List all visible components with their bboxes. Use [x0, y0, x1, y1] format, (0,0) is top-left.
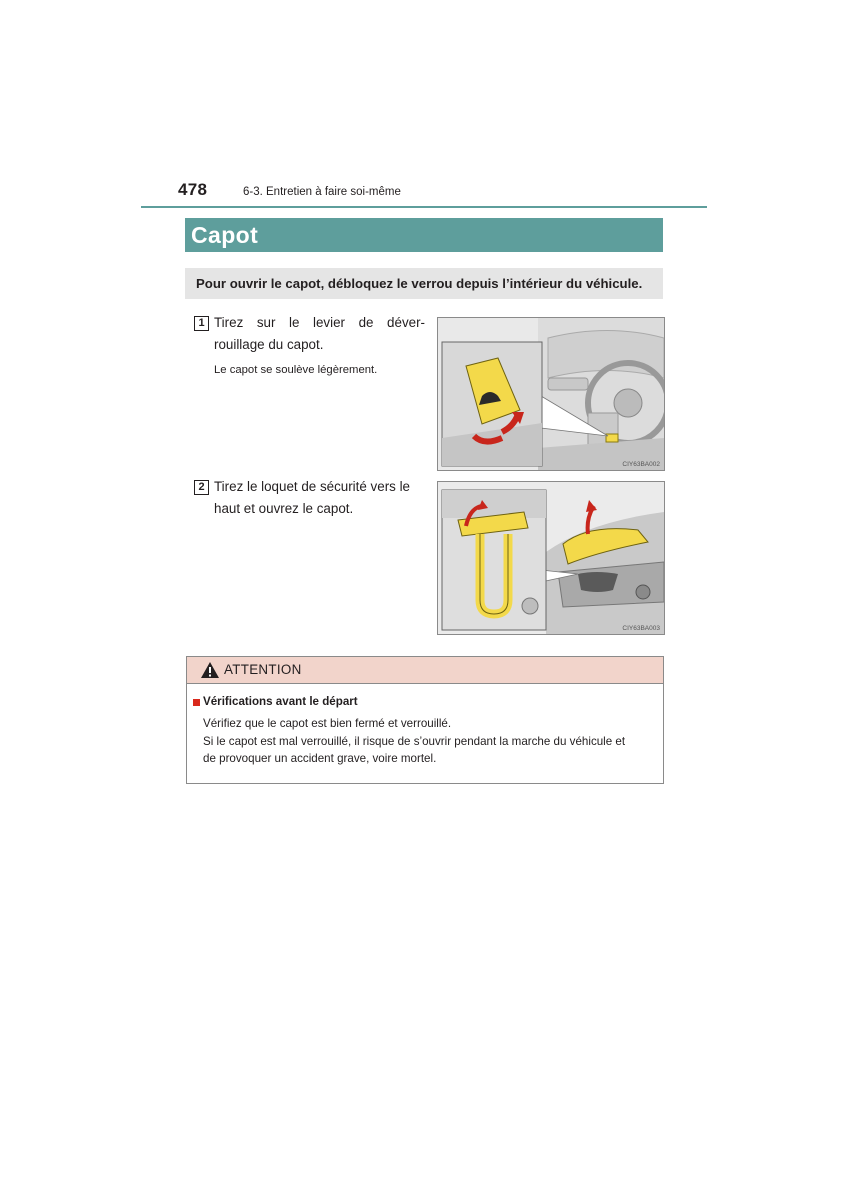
step-1-text [214, 312, 425, 356]
red-square-bullet-icon [193, 699, 200, 706]
page-number: 478 [178, 180, 208, 199]
section-title: Capot [191, 222, 259, 248]
figure-code: CIY63BA002 [622, 461, 660, 468]
breadcrumb: 6-3. Entretien à faire soi-même [243, 186, 401, 198]
hood-safety-catch-icon [438, 482, 664, 634]
section-title-bar [185, 218, 663, 252]
figure-hood-safety-catch [437, 481, 665, 635]
warning-line-2: Si le capot est mal verrouillé, il risque de s’ouvrir pendant la marche du véhicule et [203, 734, 626, 748]
car-hood-release-icon [438, 318, 664, 470]
figure-code: CIY63BA003 [622, 625, 660, 632]
step-1-line-1: Tirez sur le levier de déver- [214, 315, 425, 330]
step-1-line-2: rouillage du capot. [214, 337, 324, 352]
warning-line-1: Vérifiez que le capot est bien fermé et verrouillé. [203, 717, 452, 730]
step-number-1: 1 [194, 316, 209, 331]
warning-box [186, 656, 664, 784]
lead-text: Pour ouvrir le capot, débloquez le verrou depuis l’intérieur du véhicule. [196, 276, 643, 291]
warning-label: ATTENTION [224, 662, 302, 677]
figure-hood-release-lever [437, 317, 665, 471]
step-2-line-2: haut et ouvrez le capot. [214, 501, 354, 516]
warning-line-3: de provoquer un accident grave, voire mortel. [203, 752, 437, 765]
step-number-2: 2 [194, 480, 209, 495]
step-2-text [214, 476, 430, 520]
warning-triangle-icon [201, 662, 219, 678]
step-2-line-1: Tirez le loquet de sécurité vers le [214, 479, 410, 494]
warning-body [203, 715, 659, 768]
header-divider [141, 206, 707, 208]
lead-box [185, 268, 663, 299]
warning-header [187, 657, 663, 684]
warning-subheading: Vérifications avant le départ [203, 695, 358, 708]
step-1-note: Le capot se soulève légèrement. [214, 364, 378, 376]
